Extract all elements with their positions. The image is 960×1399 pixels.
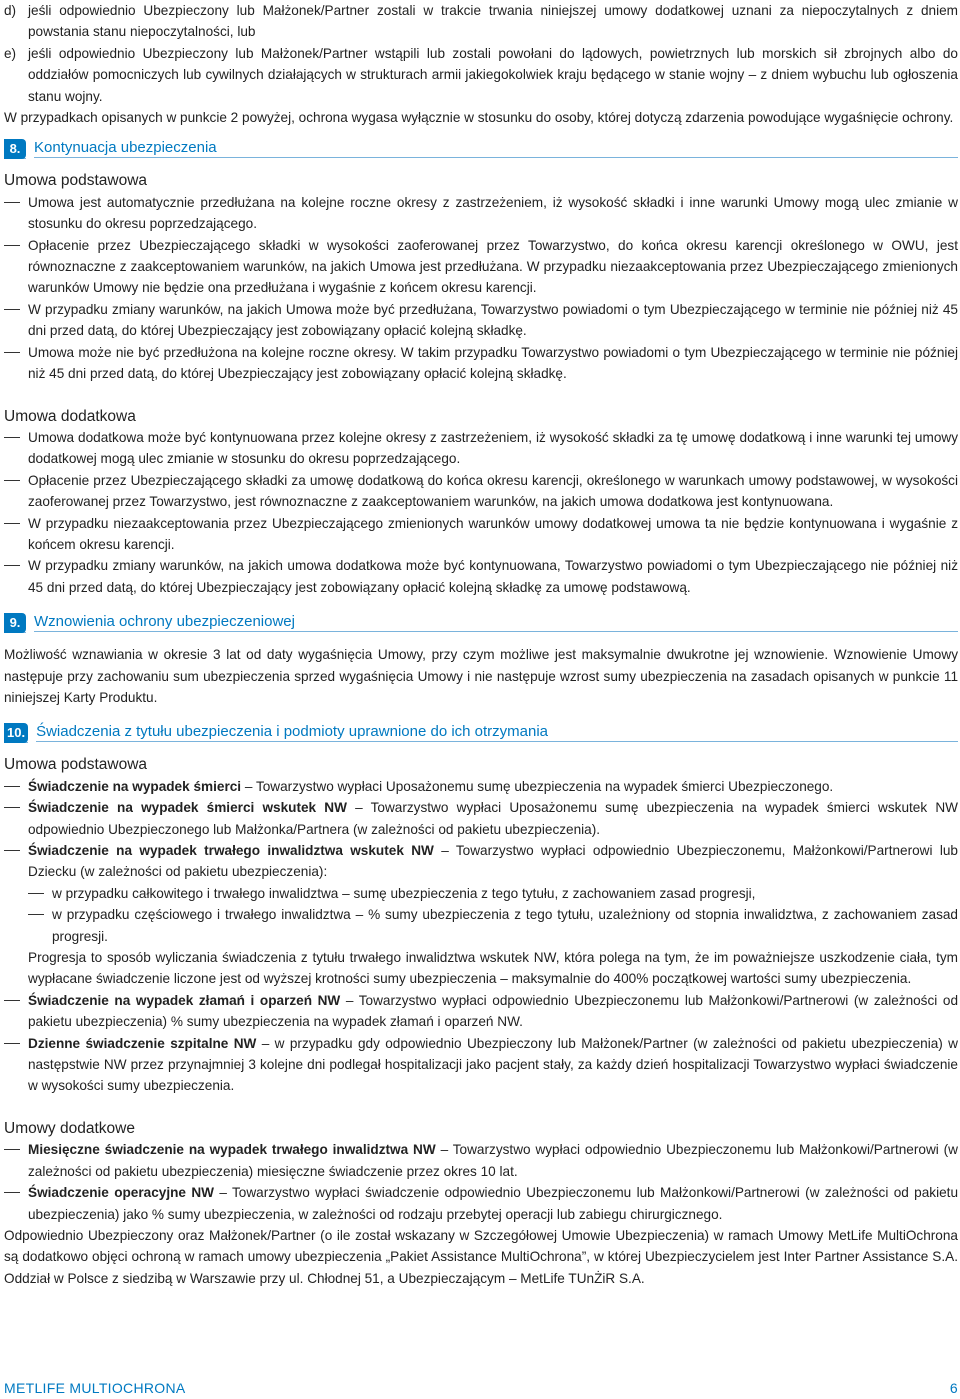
subheading: Umowa podstawowa — [4, 756, 148, 774]
benefit-name: Świadczenie operacyjne NW — [28, 1185, 214, 1201]
benefit-name: Miesięczne świadczenie na wypadek trwałego inwalidztwa NW — [28, 1142, 436, 1158]
paragraph: W przypadkach opisanych w punkcie 2 powyżej, ochrona wygasa wyłącznie w stosunku do osoby, której dotyczą zdarzenia powodujące wygaśnięcie ochrony. — [4, 110, 954, 126]
benefit-desc: – Towarzystwo wypłaci odpowiednio Ubezpieczonemu lub Małżonkowi/Partnerowi (w zależności od pakietu ubezpieczenia) miesięczne świadczenie przez okres 10 lat. — [28, 1142, 958, 1179]
page-number: 6 — [949, 1380, 958, 1396]
page-content — [4, 0, 958, 1289]
paragraph: Odpowiednio Ubezpieczony oraz Małżonek/Partner (o ile został wskazany w Szczegółowej Umowie Ubezpieczenia) w ramach Umowy MetLife MultiOchrona są dodatkowo objęci ochroną w ramach umowy ubezpieczenia „Pakiet Assistance MultiOchrona”, w której Ubezpieczycielem jest Inter Partner Assistance S.A. Oddział w Polsce z siedzibą w Warszawie przy ul. Chłodnej 51, a Ubezpieczającym – MetLife TUnŻiR S.A. — [4, 1227, 958, 1286]
section-number: 9. — [4, 613, 26, 633]
list-item — [4, 990, 958, 1033]
list-item — [4, 797, 958, 840]
benefit-name: Świadczenie na wypadek śmierci — [28, 778, 242, 794]
subheading: Umowy dodatkowe — [4, 1119, 135, 1137]
sub-list-item: w przypadku częściowego i trwałego inwalidztwa – % sumy ubezpieczenia z tego tytułu, uzależniony od stopnia inwalidztwa, z zachowaniem zasad progresji. — [4, 904, 958, 947]
page-footer — [4, 1378, 958, 1398]
list-item: W przypadku zmiany warunków, na jakich Umowa może być przedłużana, Towarzystwo powiadomi o tym Ubezpieczającego w terminie nie później niż 45 dni przed datą, do której Ubezpieczający jest zobowiązany opłacić kolejną składkę. — [4, 299, 958, 342]
section-heading-8 — [4, 138, 958, 158]
benefit-name: Świadczenie na wypadek złamań i oparzeń NW — [28, 992, 341, 1008]
section-heading-10 — [4, 722, 958, 742]
section-number: 10. — [4, 723, 28, 743]
section-title: Wznowienia ochrony ubezpieczeniowej — [34, 612, 958, 632]
section-title: Świadczenia z tytułu ubezpieczenia i podmioty uprawnione do ich otrzymania — [36, 722, 958, 742]
benefit-desc: – Towarzystwo wypłaci odpowiednio Ubezpieczonemu lub Małżonkowi/Partnerowi (w zależności od pakietu ubezpieczenia) % sumy ubezpieczenia na wypadek złamań i oparzeń NW. — [28, 992, 959, 1030]
benefit-desc: – Towarzystwo wypłaci Uposażonemu sumę ubezpieczenia na wypadek śmierci Ubezpieczonego. — [241, 778, 834, 794]
list-item — [4, 1182, 958, 1225]
paragraph: Progresja to sposób wyliczania świadczenia z tytułu trwałego inwalidztwa wskutek NW, która polega na tym, że im poważniejsze uszkodzenie ciała, tym wypłacane świadczenie liczone jest od wyższej krotności sumy ubezpieczenia – maksymalnie do 400% początkowej wartości sumy ubezpieczenia. — [28, 950, 958, 987]
section-heading-9 — [4, 612, 958, 632]
sub-list-item: w przypadku całkowitego i trwałego inwalidztwa – sumę ubezpieczenia z tego tytułu, z zachowaniem zasad progresji, — [4, 883, 958, 904]
list-item: Umowa dodatkowa może być kontynuowana przez kolejne okresy z zastrzeżeniem, iż wysokość składki za tę umowę dodatkową i inne warunki tej umowy dodatkowej mogą ulec zmianie w stosunku do okresu poprzedzającego. — [4, 427, 958, 470]
paragraph: Możliwość wznawiania w okresie 3 lat od daty wygaśnięcia Umowy, przy czym możliwe jest maksymalnie dwukrotne jej wznowienie. Wznowienie Umowy następuje przy zachowaniu sum ubezpieczenia sprzed wygaśnięcia Umowy i nie następuje wzrost sumy ubezpieczenia na zasadach opisanych w punkcie 11 niniejszej Karty Produktu. — [4, 647, 958, 705]
item-label: d) — [4, 3, 17, 18]
list-item — [4, 1139, 958, 1182]
list-item — [4, 776, 958, 797]
list-item-e — [4, 43, 958, 107]
benefit-desc: – Towarzystwo wypłaci odpowiednio Ubezpieczonemu, Małżonkowi/Partnerowi lub Dziecku (w zależności od pakietu ubezpieczenia): — [28, 843, 958, 880]
section-number: 8. — [4, 139, 26, 159]
benefit-name: Dzienne świadczenie szpitalne NW — [28, 1035, 257, 1051]
list-item: W przypadku zmiany warunków, na jakich umowa dodatkowa może być kontynuowana, Towarzystwo powiadomi o tym Ubezpieczającego nie później niż 45 dni przed datą, do której Ubezpieczający jest zobowiązany opłacić kolejną składkę za umowę podstawową. — [4, 555, 958, 598]
benefit-name: Świadczenie na wypadek śmierci wskutek NW — [28, 800, 347, 816]
list-item: Opłacenie przez Ubezpieczającego składki w wysokości zaoferowanej przez Towarzystwo, do końca okresu karencji określonego w OWU, jest równoznaczne z zaakceptowaniem warunków, na jakich Umowa jest przedłużana. W przypadku niezaakceptowania przez Ubezpieczającego zmienionych warunków Umowy nie będzie ona przedłużana i wygaśnie z końcem okresu karencji. — [4, 235, 958, 299]
list-item-d — [4, 0, 958, 43]
list-item: W przypadku niezaakceptowania przez Ubezpieczającego zmienionych warunków umowy dodatkowej umowa ta nie będzie kontynuowana i wygaśnie z końcem okresu karencji. — [4, 513, 958, 556]
footer-brand: METLIFE MULTIOCHRONA — [4, 1380, 186, 1396]
list-item — [4, 840, 958, 883]
list-item — [4, 1033, 958, 1097]
list-item: Umowa może nie być przedłużona na kolejne roczne okresy. W takim przypadku Towarzystwo powiadomi o tym Ubezpieczającego w terminie nie później niż 45 dni przed datą, do której Ubezpieczający jest zobowiązany opłacić kolejną składkę. — [4, 342, 958, 385]
item-label: e) — [4, 45, 17, 61]
list-item: Umowa jest automatycznie przedłużana na kolejne roczne okresy z zastrzeżeniem, iż wysokość składki i inne warunki Umowy mogą ulec zmianie w stosunku do okresu poprzedzającego. — [4, 192, 958, 235]
benefit-desc: – w przypadku gdy odpowiednio Ubezpieczony lub Małżonek/Partner (w zależności od pakietu ubezpieczenia) w następstwie NW przez przynajmniej 3 kolejne dni podlegał hospitalizacji jako pacjent stały, za każdy dzień hospitalizacji Towarzystwo wypłaci świadczenie w wysokości sumy ubezpieczenia. — [28, 1035, 958, 1094]
list-item: Opłacenie przez Ubezpieczającego składki za umowę dodatkową do końca okresu karencji, określonego w warunkach umowy podstawowej, w wysokości zaoferowanej przez Towarzystwo, jest równoznaczne z zaakceptowaniem warunków, na jakich umowa dodatkowa jest kontynuowana. — [4, 470, 958, 513]
subheading: Umowa podstawowa — [4, 172, 148, 190]
benefit-desc: – Towarzystwo wypłaci Uposażonemu sumę ubezpieczenia na wypadek śmierci wskutek NW odpowiednio Ubezpieczonego lub Małżonka/Partnera (w zależności od pakietu ubezpieczenia). — [28, 800, 958, 837]
benefit-name: Świadczenie na wypadek trwałego inwalidztwa wskutek NW — [28, 843, 434, 858]
benefit-desc: – Towarzystwo wypłaci świadczenie odpowiednio Ubezpieczonemu lub Małżonkowi/Partnerowi (w zależności od pakietu ubezpieczenia) jako % sumy ubezpieczenia, w zależności od rodzaju przebytej operacji lub zabiegu chirurgicznego. — [28, 1185, 959, 1222]
item-text: jeśli odpowiednio Ubezpieczony lub Małżonek/Partner zostali w trakcie trwania niniejszej umowy dodatkowej uznani za niepoczytalnych z dniem powstania stanu niepoczytalności, lub — [28, 3, 958, 40]
subheading: Umowa dodatkowa — [4, 407, 136, 425]
section-title: Kontynuacja ubezpieczenia — [34, 138, 958, 158]
item-text: jeśli odpowiednio Ubezpieczony lub Małżonek/Partner wstąpili lub zostali powołani do lądowych, powietrznych lub morskich sił zbrojnych albo do oddziałów pomocniczych lub cywilnych działających w strukturach armii jakiegokolwiek kraju będącego w stanie wojny – z dniem wybuchu lub ogłoszenia stanu wojny. — [28, 45, 958, 104]
